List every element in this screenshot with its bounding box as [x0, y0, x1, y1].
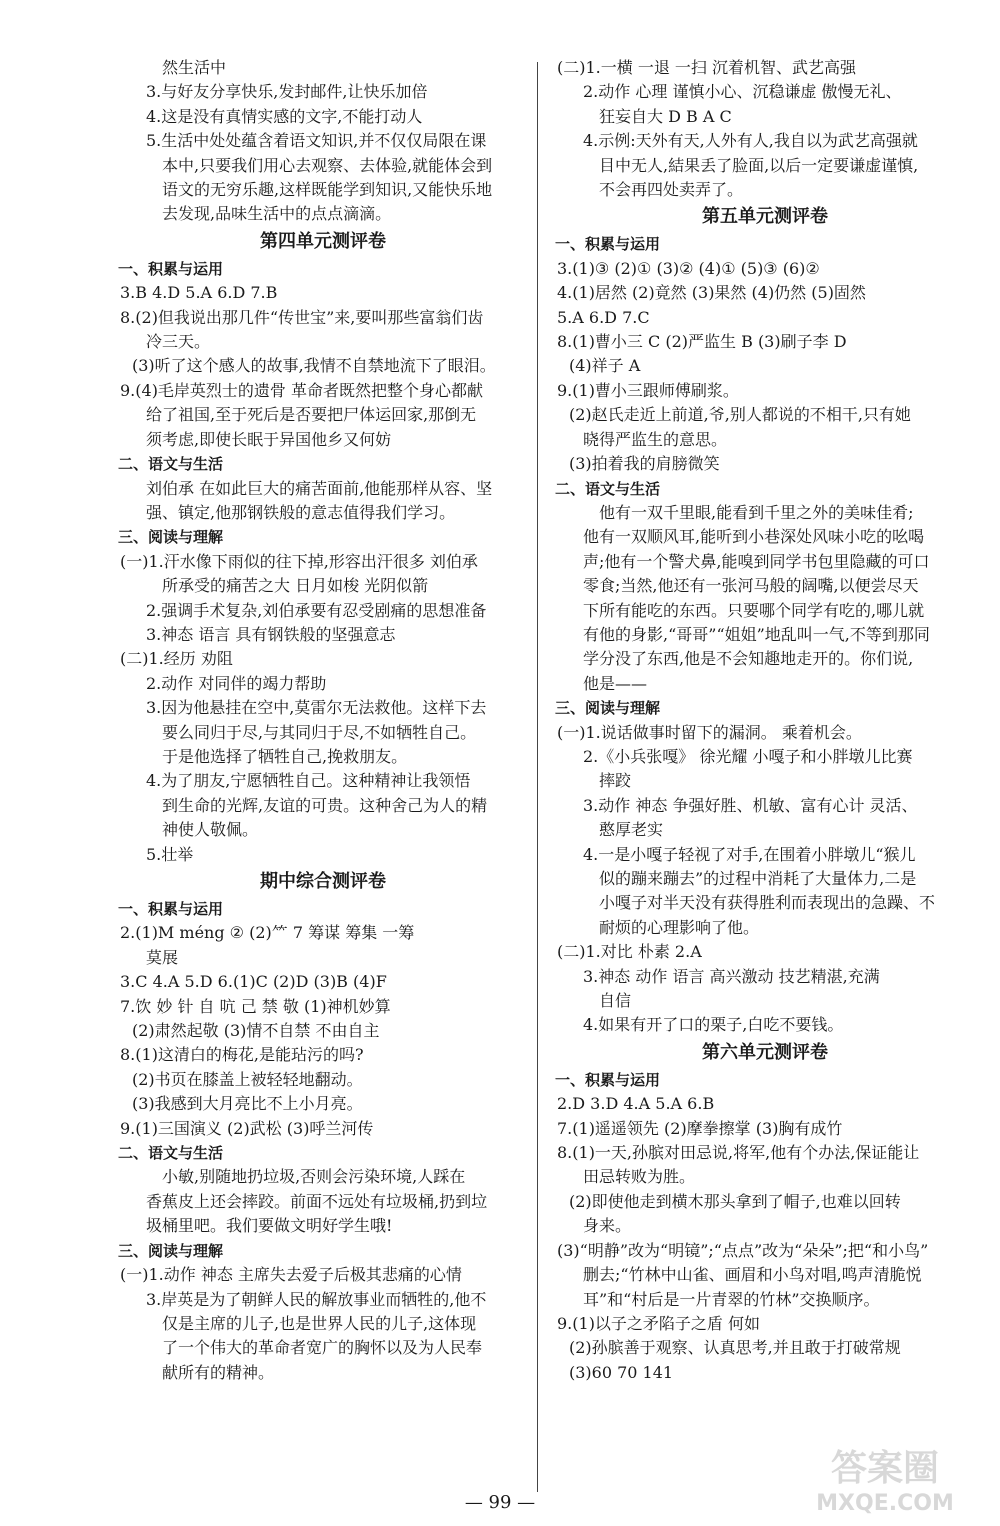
right-text-line-15: 晓得严监生的意思。 — [583, 429, 728, 449]
right-text-line-30: 3.动作 神态 争强好胜、机敏、富有心计 灵活、 — [583, 795, 918, 815]
left-text-line-51: 仅是主席的儿子,也是世界人民的儿子,这体现 — [162, 1313, 477, 1333]
right-text-line-39: 4.如果有开了口的栗子,白吃不要钱。 — [583, 1015, 844, 1035]
right-section-title-6: 第五单元测评卷 — [702, 206, 828, 228]
right-text-line-5: 不会再四处卖弄了。 — [599, 180, 744, 200]
left-text-line-41: (2)书页在膝盖上被轻轻地翻动。 — [132, 1069, 363, 1089]
right-text-line-46: (2)即使他走到横木那头拿到了帽子,也难以回转 — [569, 1191, 901, 1211]
left-text-line-26: 3.因为他悬挂在空中,莫雷尔无法救他。这样下去 — [146, 698, 487, 718]
right-section-heading-41: 一、积累与运用 — [555, 1070, 661, 1089]
right-text-line-48: (3)“明静”改为“明镜”;“点点”改为“朵朵”;把“和小鸟” — [557, 1240, 929, 1260]
left-text-line-32: 5.壮举 — [146, 844, 194, 864]
left-text-line-30: 到生命的光辉,友谊的可贵。这种舍己为人的精 — [162, 795, 488, 815]
right-text-line-42: 2.D 3.D 4.A 5.A 6.B — [557, 1094, 715, 1114]
right-text-line-49: 删去;“竹林中山雀、画眉和小鸟对唱,鸣声清脆悦 — [583, 1265, 922, 1285]
right-text-line-24: 学分没了东西,他是不会知趣地走开的。你们说, — [583, 649, 914, 669]
left-text-line-50: 3.岸英是为了朝鲜人民的解放事业而牺牲的,他不 — [146, 1289, 487, 1309]
left-text-line-49: (一)1.动作 神态 主席失去爱子后极其悲痛的心情 — [120, 1265, 462, 1285]
right-text-line-1: 2.动作 心理 谨慎小心、沉稳谦虚 傲慢无礼、 — [583, 82, 902, 102]
right-text-line-53: (3)60 70 141 — [569, 1362, 674, 1382]
left-text-line-47: 圾桶里吧。我们要做文明好学生哦! — [146, 1216, 393, 1236]
left-text-line-21: 所承受的痛苦之大 日月如梭 光阴似箭 — [162, 576, 429, 596]
right-text-line-12: (4)祥子 A — [569, 356, 641, 376]
left-text-line-20: (一)1.汗水像下雨似的往下掉,形容出汗很多 刘伯承 — [120, 551, 478, 571]
left-section-heading-8: 一、积累与运用 — [118, 259, 224, 278]
right-section-heading-7: 一、积累与运用 — [555, 235, 661, 254]
right-section-title-40: 第六单元测评卷 — [702, 1041, 828, 1063]
right-text-line-10: 5.A 6.D 7.C — [557, 307, 650, 327]
right-text-line-27: (一)1.说话做事时留下的漏洞。 乘着机会。 — [557, 722, 862, 742]
right-text-line-14: (2)赵氏走近上前道,爷,别人都说的不相干,只有她 — [569, 405, 911, 425]
left-section-title-7: 第四单元测评卷 — [260, 230, 386, 252]
left-text-line-2: 4.这是没有真情实感的文字,不能打动人 — [146, 106, 423, 126]
left-text-line-37: 3.C 4.A 5.D 6.(1)C (2)D (3)B (4)F — [120, 972, 387, 992]
left-text-line-53: 献所有的精神。 — [162, 1362, 275, 1382]
right-text-line-16: (3)拍着我的肩膀微笑 — [569, 454, 720, 474]
right-text-line-21: 零食;当然,他还有一张河马般的阔嘴,以便尝尽天 — [583, 576, 919, 596]
left-text-line-31: 神使人敬佩。 — [162, 820, 259, 840]
left-text-line-3: 5.生活中处处蕴含着语文知识,并不仅仅局限在课 — [146, 131, 487, 151]
right-text-line-25: 他是—— — [583, 673, 648, 693]
left-text-line-13: 9.(4)毛岸英烈士的遗骨 革命者既然把整个身心都献 — [120, 380, 484, 400]
right-text-line-44: 8.(1)一天,孙膑对田忌说,将军,他有个办法,保证能让 — [557, 1143, 920, 1163]
left-text-line-4: 本中,只要我们用心去观察、去体验,就能体会到 — [162, 155, 493, 175]
watermark-top-text: 答案圈 — [830, 1448, 940, 1489]
right-text-line-50: 耳”和“村后是一片青翠的竹林”交换顺序。 — [583, 1289, 880, 1309]
right-text-line-34: 小嘎子对半天没有获得胜利而表现出的急躁、不 — [599, 893, 936, 913]
watermark-logo — [790, 1440, 980, 1518]
right-text-line-11: 8.(1)曹小三 C (2)严监生 B (3)刷子李 D — [557, 332, 847, 352]
right-text-line-52: (2)孙膑善于观察、认真思考,并且敢于打破常规 — [569, 1338, 901, 1358]
left-text-line-10: 8.(2)但我说出那几件“传世宝”来,要叫那些富翁们齿 — [120, 307, 484, 327]
left-text-line-52: 了一个伟大的革命者宽广的胸怀以及为人民奉 — [162, 1338, 483, 1358]
right-text-line-28: 2.《小兵张嘎》 徐光耀 小嘎子和小胖墩儿比赛 — [583, 746, 913, 766]
right-text-line-22: 下所有能吃的东西。只要哪个同学有吃的,哪儿就 — [583, 600, 925, 620]
left-text-line-27: 要么同归于尽,与其同归于尽,不如牺牲自己。 — [162, 722, 477, 742]
right-text-line-32: 4.一是小嘎子轻视了对手,在围着小胖墩儿“猴儿 — [583, 844, 916, 864]
column-divider — [537, 62, 538, 1492]
left-text-line-0: 然生活中 — [162, 58, 227, 77]
left-section-heading-16: 二、语文与生活 — [118, 455, 224, 474]
left-text-line-46: 香蕉皮上还会摔跤。前面不远处有垃圾桶,扔到垃 — [146, 1191, 488, 1211]
right-text-line-4: 目中无人,結果丢了脸面,以后一定要谦虚谨慎, — [599, 155, 919, 175]
left-section-heading-34: 一、积累与运用 — [118, 900, 224, 918]
left-text-line-28: 于是他选择了牺牲自己,挽救朋友。 — [162, 746, 408, 766]
left-text-line-29: 4.为了朋友,宁愿牺牲自己。这种精神让我领悟 — [146, 771, 471, 791]
left-text-line-15: 须考虑,即使长眠于异国他乡又何妨 — [146, 429, 392, 449]
left-text-line-39: (2)肃然起敬 (3)情不自禁 不由自主 — [132, 1021, 380, 1041]
right-text-line-8: 3.(1)③ (2)① (3)② (4)① (5)③ (6)② — [557, 258, 820, 278]
right-text-line-19: 他有一双顺风耳,能听到小巷深处风味小吃的吆喝 — [583, 527, 925, 547]
left-section-heading-19: 三、阅读与理解 — [118, 528, 224, 547]
right-text-line-36: (二)1.对比 朴素 2.A — [557, 942, 702, 962]
left-text-line-36: 莫展 — [146, 947, 179, 967]
left-column — [118, 56, 528, 1385]
right-column — [555, 56, 975, 1385]
left-text-line-24: (二)1.经历 劝阻 — [120, 649, 233, 669]
page-number-value: 99 — [488, 1492, 512, 1513]
right-text-line-51: 9.(1)以子之矛陷子之盾 何如 — [557, 1313, 761, 1333]
page-number: — 99 — — [464, 1492, 536, 1513]
left-text-line-23: 3.神态 语言 具有钢铁般的坚强意志 — [146, 624, 396, 644]
right-text-line-13: 9.(1)曹小三跟师傅刷浆。 — [557, 380, 739, 400]
left-text-line-9: 3.B 4.D 5.A 6.D 7.B — [120, 283, 278, 303]
left-text-line-11: 冷三天。 — [146, 332, 211, 352]
right-section-heading-26: 三、阅读与理解 — [555, 699, 661, 718]
left-text-line-35: 2.(1)M méng ② (2)⺮ 7 筹谋 筹集 一筹 — [120, 923, 415, 943]
left-text-line-40: 8.(1)这清白的梅花,是能玷污的吗? — [120, 1045, 364, 1065]
right-text-line-23: 有他的身影,“哥哥”“姐姐”地乱叫一气,不等到那同 — [583, 624, 930, 644]
left-text-line-22: 2.强调手术复杂,刘伯承要有忍受剧痛的思想准备 — [146, 600, 487, 620]
left-text-line-38: 7.饮 妙 针 自 吭 己 禁 敬 (1)神机妙算 — [120, 996, 391, 1016]
right-text-line-20: 声;他有一个警犬鼻,能嗅到同学书包里隐藏的可口 — [583, 551, 930, 571]
right-text-line-47: 身来。 — [583, 1216, 632, 1236]
right-text-line-0: (二)1.一横 一退 一扫 沉着机智、武艺高强 — [557, 58, 857, 77]
left-text-line-43: 9.(1)三国演义 (2)武松 (3)呼兰河传 — [120, 1118, 374, 1138]
right-text-line-18: 他有一双千里眼,能看到千里之外的美味佳肴; — [599, 502, 914, 522]
right-text-line-3: 4.示例:天外有天,人外有人,我自以为武艺高强就 — [583, 131, 918, 151]
left-text-line-1: 3.与好友分享快乐,发封邮件,让快乐加倍 — [146, 82, 428, 102]
right-text-line-43: 7.(1)遥遥领先 (2)摩拳擦掌 (3)胸有成竹 — [557, 1118, 843, 1138]
right-text-line-2: 狂妄自大 D B A C — [599, 106, 732, 126]
right-text-line-45: 田忌转败为胜。 — [583, 1167, 696, 1187]
left-text-line-17: 刘伯承 在如此巨大的痛苦面前,他能那样从容、坚 — [146, 478, 493, 498]
left-text-line-12: (3)听了这个感人的故事,我情不自禁地流下了眼泪。 — [132, 356, 496, 376]
right-text-line-37: 3.神态 动作 语言 高兴激动 技艺精湛,充满 — [583, 966, 880, 986]
left-text-line-14: 给了祖国,至于死后是否要把尸体运回家,那倒无 — [146, 405, 477, 425]
watermark-bottom-text: MXQE.COM — [816, 1491, 954, 1516]
right-text-line-31: 憨厚老实 — [599, 820, 664, 840]
right-text-line-29: 摔跤 — [599, 771, 632, 791]
left-text-line-6: 去发现,品味生活中的点点滴滴。 — [162, 204, 392, 224]
left-section-heading-48: 三、阅读与理解 — [118, 1241, 224, 1260]
right-text-line-38: 自信 — [599, 991, 632, 1011]
left-text-line-25: 2.动作 对同伴的竭力帮助 — [146, 673, 327, 693]
left-text-line-42: (3)我感到大月亮比不上小月亮。 — [132, 1094, 363, 1114]
left-text-line-5: 语文的无穷乐趣,这样既能学到知识,又能快乐地 — [162, 180, 493, 200]
left-section-title-33: 期中综合测评卷 — [260, 871, 386, 892]
right-text-line-33: 似的蹦来蹦去”的过程中消耗了大量体力,二是 — [599, 869, 917, 888]
right-section-heading-17: 二、语文与生活 — [555, 479, 661, 498]
left-text-line-18: 强、镇定,他那钢铁般的意志值得我们学习。 — [146, 502, 456, 522]
left-text-line-45: 小敏,别随地扔垃圾,否则会污染环境,人踩在 — [162, 1167, 466, 1187]
right-text-line-9: 4.(1)居然 (2)竟然 (3)果然 (4)仍然 (5)固然 — [557, 283, 866, 303]
left-section-heading-44: 二、语文与生活 — [118, 1144, 224, 1163]
right-text-line-35: 耐烦的心理影响了他。 — [599, 917, 760, 937]
